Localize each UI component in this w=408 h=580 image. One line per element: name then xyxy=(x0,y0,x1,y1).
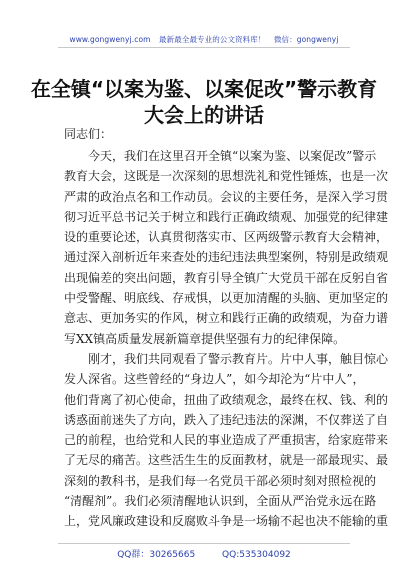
header-divider xyxy=(58,47,350,48)
footer-bar xyxy=(0,547,408,560)
paragraph-line: 了无尽的痛苦。这些活生生的反面教材，就是一部最现实、最 xyxy=(64,453,389,468)
paragraph-line: 写XX镇高质量发展新篇章提供坚强有力的纪律保障。 xyxy=(64,331,346,346)
paragraph-line: 彻习近平总书记关于树立和践行正确政绩观、加强党的纪律建 xyxy=(64,209,389,224)
paragraph-line: 教育大会，这既是一次深刻的思想洗礼和党性锤炼，也是一次 xyxy=(64,169,389,184)
wechat-text: 微信：gongwenyj xyxy=(273,35,339,44)
paragraph-line: “清醒剂”。我们必须清醒地认识到，全面从严治党永远在路 xyxy=(64,494,377,509)
paragraph-line: 设的重要论述，认真贯彻落实市、区两级警示教育大会精神， xyxy=(64,230,389,245)
paragraph-line: 己的前程，也给党和人民的事业造成了严重损害，给家庭带来 xyxy=(64,433,389,448)
website-link[interactable]: www.gongwenyj.com xyxy=(69,35,151,44)
paragraph-line: 通过深入剖析近年来查处的违纪违法典型案例，特别是政绩观 xyxy=(64,250,389,265)
paragraph-line: 他们背离了初心使命，扭曲了政绩观念，最终在权、钱、利的 xyxy=(64,392,389,407)
title-line: 在全镇“以案为鉴、以案促改”警示教育 xyxy=(30,77,378,101)
title-line: 大会上的讲话 xyxy=(144,103,264,127)
paragraph-line: 刚才，我们共同观看了警示教育片。片中人事，触目惊心 xyxy=(88,351,389,366)
paragraph-line: 中受警醒、明底线、存戒惧，以更加清醒的头脑、更加坚定的 xyxy=(64,291,389,306)
paragraph-line: 出现偏差的突出问题，教育引导全镇广大党员干部在反躬自省 xyxy=(64,270,389,285)
paragraph-line: 严肃的政治点名和工作动员。会议的主要任务，是深入学习贯 xyxy=(64,189,389,204)
document-body xyxy=(64,146,389,532)
header-bar xyxy=(0,34,408,45)
footer-divider xyxy=(58,543,350,544)
qq-text: QQ:535304092 xyxy=(222,550,291,560)
document-title xyxy=(0,76,408,128)
paragraph-line: 上，党风廉政建设和反腐败斗争是一场输不起也决不能输的重 xyxy=(64,514,389,529)
salutation: 同志们： xyxy=(64,127,113,141)
paragraph-line: 深刻的教科书，是我们每一名党员干部必须时刻对照检视的 xyxy=(64,473,377,488)
qq-group-text: QQ群：30265665 xyxy=(117,550,196,560)
paragraph-line: 今天，我们在这里召开全镇“以案为鉴、以案促改”警示 xyxy=(88,149,377,163)
paragraph-line: 诱惑面前迷失了方向，跌入了违纪违法的深渊，不仅葬送了自 xyxy=(64,412,389,427)
slogan-text: 最新最全最专业的公文资料库！ xyxy=(159,35,266,44)
paragraph-line: 意志、更加务实的作风，树立和践行正确的政绩观，为奋力谱 xyxy=(64,311,389,326)
paragraph-line: 发人深省。这些曾经的“身边人”，如今却沦为“片中人”， xyxy=(64,372,365,387)
